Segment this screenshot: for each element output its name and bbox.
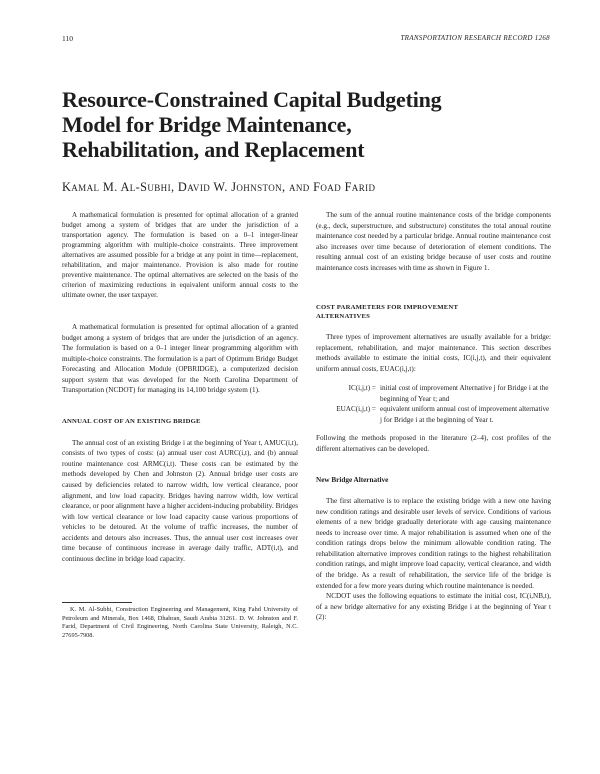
subsection-heading-new-bridge: New Bridge Alternative	[316, 476, 389, 485]
definition-euac	[316, 404, 551, 425]
section-heading-cost-parameters	[316, 303, 551, 321]
footnote-rule	[62, 602, 132, 603]
paper-title	[62, 87, 482, 162]
right-column	[316, 210, 551, 623]
annual-cost-paragraph: The annual cost of an existing Bridge i at the beginning of Year t, AMUC(i,t), consists of two types of costs: (a) annual user cost AURC(i,t), and (b) annual routine maintenance cost ARMC(i,t). These costs can be estimated by the methods developed by Chen and Johnston (2). Annual bridge user costs are caused by deficiencies related to narrow width, low vertical clearance, poor alignment, and low load capacity. Bridges having narrow width, low vertical clearance, or poor alignment have a higher accident-inducing probability. Bridges with low vertical clearance or low load capacity cause various proportions of vehicles to be detoured. At the volume of traffic increases, the number of accidents and detours also increases. Thus, the annual user cost increases over time because of continuous increase in average daily traffic, ADT(i,t), and continuous decline in bridge load capacity.	[62, 438, 298, 563]
new-bridge-paragraph: The first alternative is to replace the existing bridge with a new one having new condition ratings and desirable user levels of service. Conditions of various elements of a new bridge gradually deteriorate with age causing maintenance needs to increase over time. A major rehabilitation is assumed when one of the condition ratings drops below the minimum allowable condition rating. The rehabilitation alternative improves condition ratings to the highest rehabilitation condition ratings, and might improve load capacity, vertical clearance, and width of the bridge. As a result of rehabilitation, the service life of the bridge is extended for a few more years during which routine maintenance is needed.	[316, 497, 551, 590]
heading-line: COST PARAMETERS FOR IMPROVEMENT	[316, 304, 459, 312]
intro-paragraph: A mathematical formulation is presented for optimal allocation of a granted budget among a system of bridges that are under the jurisdiction of an agency. The formulation is based on a 0–1 integer linear programming algorithm with multiple-choice constraints. The formulation is a part of Optimum Bridge Budget Forecasting and Allocation Module (OPBRIDGE), a computerized decision support system that was developed for the North Carolina Department of Transportation (NCDOT) for managing its 14,100 bridge system (1).	[62, 323, 298, 395]
symbol: EUAC(i,j,t) =	[336, 405, 376, 414]
title-line: Model for Bridge Maintenance,	[62, 112, 352, 137]
author-line: Kamal M. Al-Subhi, David W. Johnston, and Foad Farid	[62, 180, 376, 194]
page-number: 110	[62, 34, 73, 43]
heading-line: ALTERNATIVES	[316, 313, 371, 321]
definition-ic	[316, 383, 551, 404]
running-header: TRANSPORTATION RESEARCH RECORD 1268	[400, 34, 550, 42]
definition-list	[316, 383, 551, 425]
routine-maintenance-paragraph: The sum of the annual routine maintenance costs of the bridge components (e.g., deck, superstructure, and substructure) constitutes the total annual routine maintenance cost needed by a particular bridge. Annual routine maintenance cost also increases over time because of deterioration of element conditions. The resulting annual cost of an existing bridge because of user costs and routine maintenance costs increases with time as shown in Figure 1.	[316, 211, 551, 272]
cost-parameters-paragraph: Three types of improvement alternatives are usually available for a bridge: replacement, rehabilitation, and major maintenance. This section describes methods available to estimate the initial costs, IC(i,j,t), and their equivalent uniform annual costs, EUAC(i,j,t):	[316, 333, 551, 373]
ncdot-equations-paragraph: NCDOT uses the following equations to estimate the initial cost, IC(i,NB,t), of a new bridge alternative for any existing Bridge i at the beginning of Year t (2):	[316, 592, 551, 622]
symbol: IC(i,j,t) =	[348, 384, 376, 393]
title-line: Resource-Constrained Capital Budgeting	[62, 87, 442, 112]
following-paragraph: Following the methods proposed in the literature (2–4), cost profiles of the different alternatives can be developed.	[316, 434, 551, 453]
title-line: Rehabilitation, and Replacement	[62, 137, 365, 162]
left-column	[62, 210, 298, 564]
definition: equivalent uniform annual cost of improvement alternative j for Bridge i at the beginning of Year t.	[380, 405, 550, 424]
section-heading-annual-cost: ANNUAL COST OF AN EXISTING BRIDGE	[62, 417, 201, 425]
author-affiliation-footnote: K. M. Al-Subhi, Construction Engineering and Management, King Fahd University of Petroleum and Minerals, Box 1468, Dhahran, Saudi Arabia 31261. D. W. Johnston and F. Farid, Department of Civil Engineering, North Carolina State University, Raleigh, N.C. 27695-7908.	[62, 606, 298, 639]
abstract: A mathematical formulation is presented for optimal allocation of a granted budget among a system of bridges that are under the jurisdiction of a transportation agency. The formulation is based on a 0–1 integer-linear programming algorithm with multiple-choice constraints. Three improvement alternatives are assumed possible for a bridge at any point in time—replacement, rehabilitation, and major maintenance. Provision is also made for routine preventive maintenance. The optimal alternatives are selected on the basis of the criterion of maximizing reductions in equivalent uniform annual costs to the ultimate owner, the user taxpayer.	[62, 211, 298, 299]
definition: initial cost of improvement Alternative j for Bridge i at the beginning of Year t; and	[380, 384, 549, 403]
